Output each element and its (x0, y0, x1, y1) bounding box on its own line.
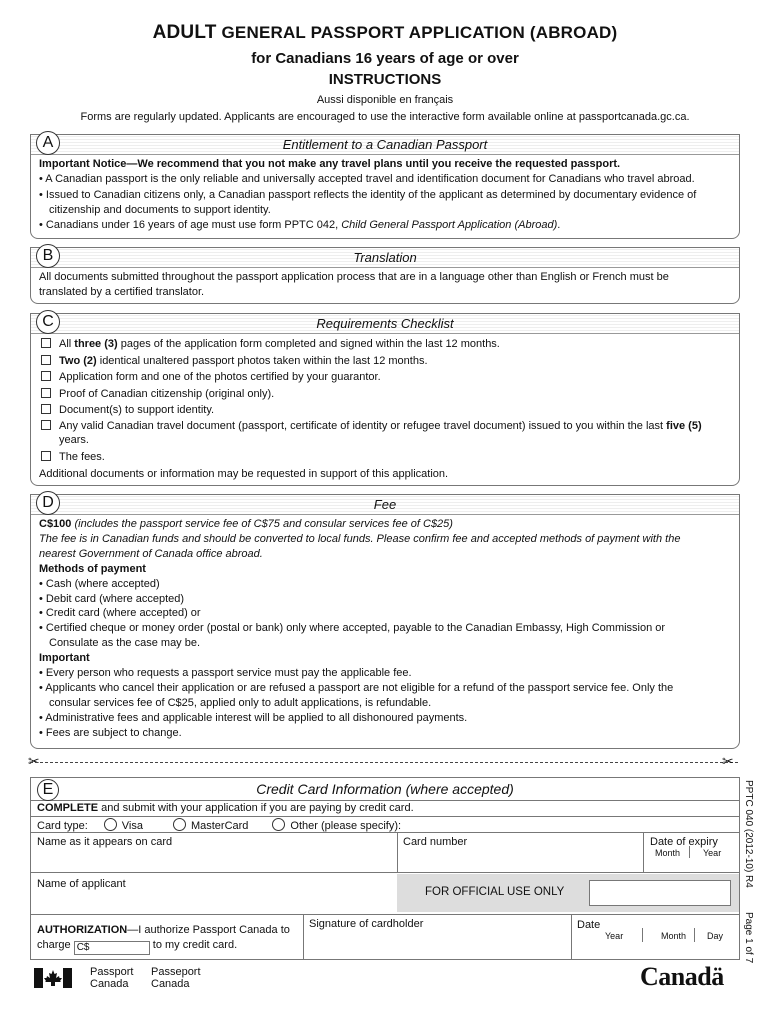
checkbox[interactable] (41, 420, 51, 430)
section-c (30, 313, 740, 486)
card-type-row (37, 818, 739, 832)
item-bold: five (5) (666, 419, 702, 432)
translation-line-1: All documents submitted throughout the passport application process that are in a language other than English or French must be (39, 271, 669, 283)
method-debit: • Debit card (where accepted) (39, 592, 185, 605)
canada-flag-icon (34, 968, 72, 988)
entitlement-bullet-2-cont: citizenship and documents to support identity. (49, 203, 271, 216)
scissors-icon: ✂ (722, 753, 734, 769)
method-credit: • Credit card (where accepted) or (39, 607, 201, 620)
date-label: Date (577, 919, 601, 931)
checkbox[interactable] (41, 451, 51, 461)
section-a-header (31, 135, 739, 155)
section-e (30, 777, 740, 960)
section-a (30, 134, 740, 239)
section-d-header (31, 495, 739, 515)
entitlement-bullet-3 (39, 218, 731, 233)
date-month-label: Month (661, 931, 687, 941)
section-letter-b: B (36, 244, 60, 268)
authorization-text (37, 924, 290, 936)
footer-fr-line-1: Passeport (151, 966, 201, 978)
scissors-icon: ✂ (28, 753, 40, 769)
mastercard-label: MasterCard (190, 820, 249, 832)
item-text: Proof of Canadian citizenship (original only). (59, 387, 275, 400)
mastercard-radio[interactable] (173, 818, 186, 831)
official-use-box (397, 874, 739, 912)
checkbox[interactable] (41, 371, 51, 381)
item-bold: Two (2) (59, 354, 97, 367)
checklist-item-2 (39, 353, 731, 370)
checklist-item-3 (39, 369, 731, 386)
section-letter-e: E (37, 779, 59, 801)
section-e-header (31, 778, 739, 801)
footer-en-line-1: Passport (90, 966, 134, 978)
item-text: years. (59, 433, 89, 446)
important-notice: Important Notice—We recommend that you not make any travel plans until you receive the requested passport. (39, 158, 621, 170)
checkbox[interactable] (41, 404, 51, 414)
instructions-heading: INSTRUCTIONS (328, 71, 442, 88)
section-a-title: Entitlement to a Canadian Passport (282, 137, 488, 152)
official-use-label: FOR OFFICIAL USE ONLY (425, 886, 565, 898)
checklist-item-4 (39, 386, 731, 403)
method-cheque: • Certified cheque or money order (postal or bank) only where accepted, payable to the Canadian Embassy, High Commission or (39, 622, 666, 635)
footer-en-line-2: Canada (90, 978, 129, 990)
item-text: Application form and one of the photos certified by your guarantor. (59, 371, 381, 384)
additional-docs-note: Additional documents or information may be requested in support of this application. (39, 467, 449, 480)
item-text: Document(s) to support identity. (59, 404, 215, 417)
to-card-label: to my credit card. (152, 939, 238, 951)
applicant-name-label: Name of applicant (37, 878, 126, 890)
section-letter-c: C (36, 310, 60, 334)
title-adult: ADULT (152, 22, 217, 43)
card-number-label: Card number (403, 836, 468, 848)
child-form-link: Child General Passport Application (Abroad) (341, 219, 558, 232)
passeport-canada-fr (151, 966, 201, 990)
section-e-title: Credit Card Information (where accepted) (256, 781, 514, 797)
visa-label: Visa (121, 820, 143, 832)
important-heading: Important (39, 652, 90, 665)
date-year-label: Year (605, 931, 624, 941)
entitlement-bullet-2: • Issued to Canadian citizens only, a Canadian passport reflects the identity of the applicant as determined by documentary evidence of (39, 188, 697, 201)
section-d-title: Fee (373, 497, 397, 512)
section-d (30, 494, 740, 749)
card-type-label: Card type: (37, 820, 88, 832)
official-use-field (589, 880, 731, 906)
other-label: Other (please specify): (290, 820, 402, 832)
important-bullet-1: • Every person who requests a passport service must pay the applicable fee. (39, 667, 412, 680)
checklist-item-6 (39, 419, 731, 447)
signature-label: Signature of cardholder (309, 918, 424, 930)
title-rest: GENERAL PASSPORT APPLICATION (ABROAD) (221, 23, 618, 42)
card-number-input[interactable] (403, 848, 639, 868)
section-c-title: Requirements Checklist (316, 316, 454, 331)
name-on-card-label: Name as it appears on card (37, 836, 173, 848)
methods-heading: Methods of payment (39, 562, 146, 575)
checklist-item-5 (39, 402, 731, 419)
footer-fr-line-2: Canada (151, 978, 190, 990)
section-b (30, 247, 740, 304)
charge-row (37, 939, 237, 955)
item-text: identical unaltered passport photos taken within the last 12 months. (96, 354, 428, 367)
section-letter-d: D (36, 491, 60, 515)
item-text: The fees. (59, 450, 105, 463)
page-subtitle: for Canadians 16 years of age or over (251, 50, 519, 67)
checkbox[interactable] (41, 355, 51, 365)
conversion-note-1: The fee is in Canadian funds and should be converted to local funds. Please confirm fee and accepted methods of payment with the (39, 532, 681, 545)
signature-field[interactable] (309, 930, 565, 956)
section-b-title: Translation (353, 250, 417, 265)
cut-line (30, 762, 738, 763)
date-day-label: Day (707, 931, 724, 941)
charge-amount-input[interactable]: C$ (74, 941, 150, 955)
canada-wordmark: Canadä (640, 962, 724, 991)
important-bullet-2: • Applicants who cancel their application or are refused a passport are not eligible for a refund of the passport service fee. Only the (39, 681, 674, 694)
french-availability: Aussi disponible en français (316, 94, 454, 106)
translation-line-2: translated by a certified translator. (39, 286, 205, 299)
passport-canada-en (90, 966, 133, 990)
expiry-month-label: Month (655, 848, 681, 858)
conversion-note-2: nearest Government of Canada office abroad. (39, 547, 263, 560)
item-text: Any valid Canadian travel document (passport, certificate of identity or refugee travel document) issued to you within the last (59, 419, 667, 432)
checklist-item-1 (39, 336, 731, 353)
method-cash: • Cash (where accepted) (39, 577, 160, 590)
section-c-header (31, 314, 739, 334)
method-cheque-cont: Consulate as the case may be. (49, 637, 201, 650)
important-bullet-2-cont: consular services fee of C$25, applied only to adult applications, is refundable. (49, 696, 432, 709)
item-text: All (59, 338, 75, 350)
section-letter-a: A (36, 131, 60, 155)
expiry-label: Date of expiry (650, 836, 718, 848)
item-bold: three (3) (74, 338, 118, 350)
checkbox[interactable] (41, 388, 51, 398)
other-radio[interactable] (272, 818, 285, 831)
fee-note: (includes the passport service fee of C$75 and consular services fee of C$25) (71, 518, 453, 530)
fee-amount (39, 517, 731, 532)
complete-text: and submit with your application if you are paying by credit card. (98, 802, 414, 814)
important-bullet-3: • Administrative fees and applicable interest will be applied to all dishonoured payments. (39, 711, 468, 724)
page-title (0, 22, 770, 44)
bullet-3-text: • Canadians under 16 years of age must use form PPTC 042, (39, 219, 342, 232)
fee-value: C$100 (39, 518, 72, 530)
checkbox[interactable] (41, 338, 51, 348)
visa-radio[interactable] (104, 818, 117, 831)
expiry-year-label: Year (703, 848, 722, 858)
charge-label: charge (37, 939, 71, 951)
important-bullet-4: • Fees are subject to change. (39, 726, 182, 739)
bullet-3-end: . (557, 219, 561, 232)
page-number: Page 1 of 7 (743, 912, 754, 964)
complete-bold: COMPLETE (37, 802, 99, 814)
complete-instruction (37, 802, 739, 814)
entitlement-bullet-1: • A Canadian passport is the only reliable and universally accepted travel and identification document for Canadians who travel abroad. (39, 173, 695, 186)
update-notice: Forms are regularly updated. Applicants are encouraged to use the interactive form available online at passportcanada.gc.ca. (80, 111, 690, 123)
form-code: PPTC 040 (2012-10) R4 (743, 780, 754, 888)
authorization-bold: AUTHORIZATION (37, 924, 128, 936)
section-b-header (31, 248, 739, 268)
item-text: pages of the application form completed and signed within the last 12 months. (117, 338, 500, 350)
checklist-item-7 (39, 449, 731, 466)
authorization-rest: —I authorize Passport Canada to (127, 924, 290, 936)
